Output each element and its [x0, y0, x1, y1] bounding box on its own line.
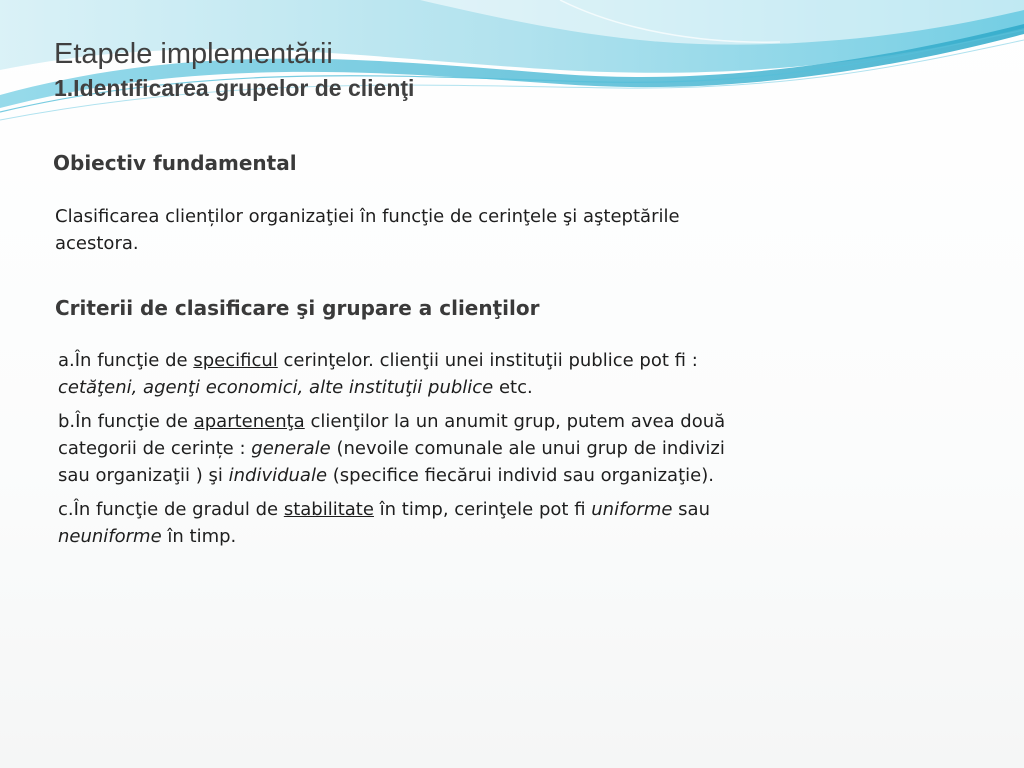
- criteria-item-c: c.În funcţie de gradul de stabilitate în timp, cerinţele pot fi uniforme sau neuniforme în timp.: [58, 499, 710, 547]
- title-line-2: 1.Identificarea grupelor de clienţi: [54, 75, 415, 101]
- objectiv-heading: Obiectiv fundamental: [53, 151, 297, 175]
- keyword-apartenenta: apartenenţa: [193, 411, 305, 432]
- keyword-specificul: specificul: [193, 350, 278, 371]
- slide-title: [54, 36, 954, 102]
- objectiv-text: Clasificarea clienților organizaţiei în funcţie de cerinţele şi aşteptările acestora.: [55, 206, 680, 254]
- criterii-heading: Criterii de clasificare şi grupare a clienţilor: [55, 296, 540, 320]
- criteria-item-a: a.În funcţie de specificul cerinţelor. clienţii unei instituţii publice pot fi : cetăţeni, agenţi economici, alte instituţii publice etc.: [58, 350, 698, 398]
- criteria-list: [58, 347, 738, 557]
- criteria-item-b: b.În funcţie de apartenenţa clienţilor la un anumit grup, putem avea două categorii de cerințe : generale (nevoile comunale ale unui grup de indivizi sau organizaţii ) şi individuale (specifice fiecărui individ sau organizaţie).: [58, 411, 726, 486]
- keyword-stabilitate: stabilitate: [283, 499, 374, 520]
- title-line-1: Etapele implementării: [54, 38, 333, 70]
